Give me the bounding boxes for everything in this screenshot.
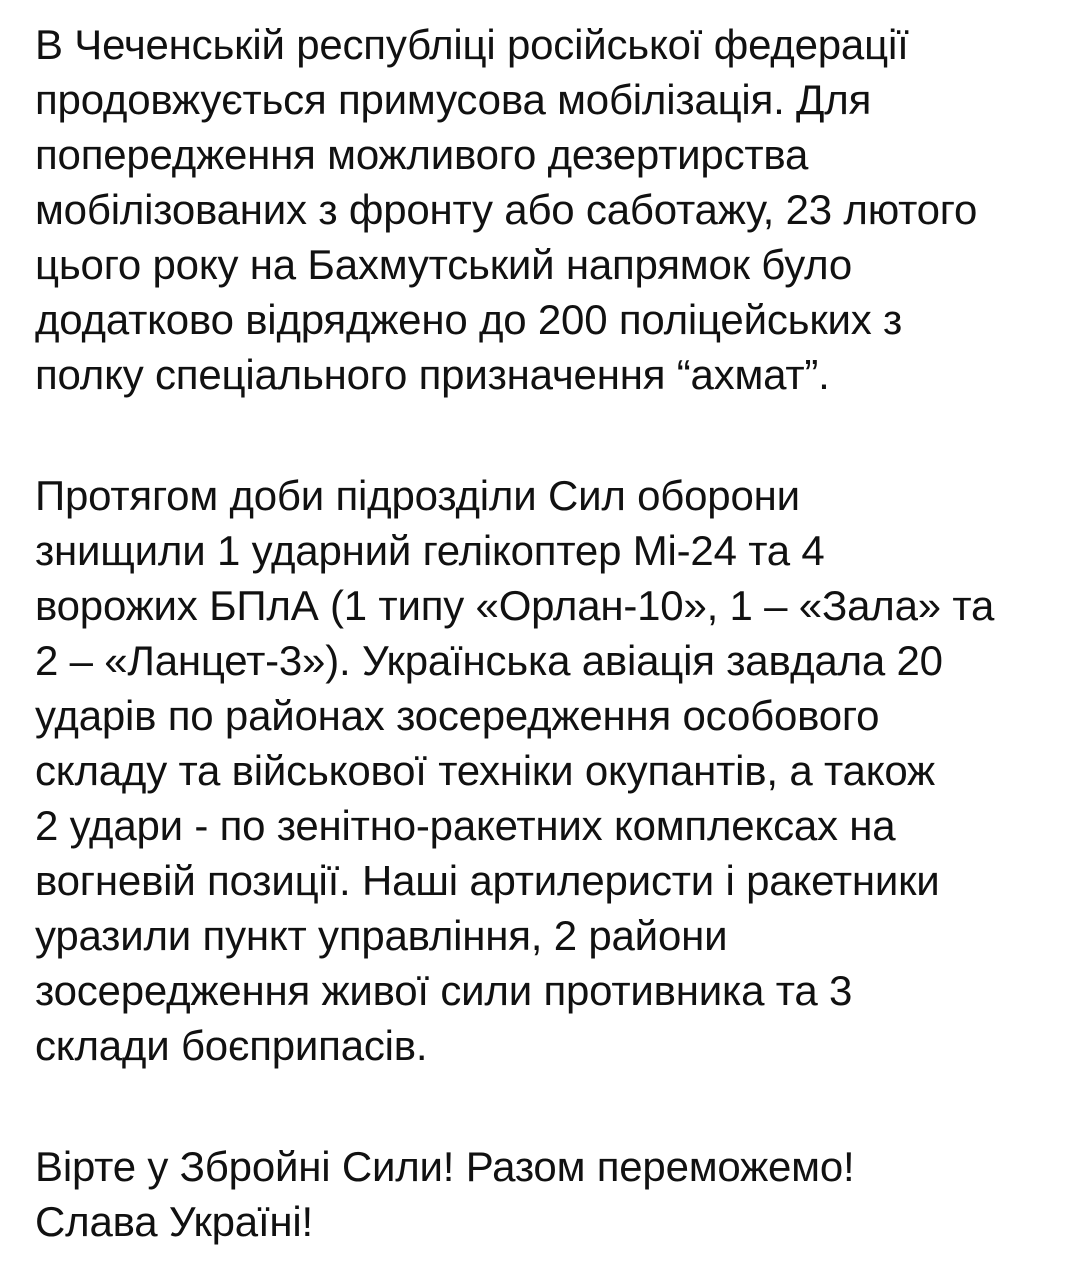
paragraph-defense-report: [35, 468, 1050, 1073]
text-line: складу та військової техніки окупантів, а також: [35, 747, 935, 794]
text-line: Вірте у Збройні Сили! Разом переможемо!: [35, 1143, 855, 1190]
text-line: ворожих БПлА (1 типу «Орлан-10», 1 – «Зала» та: [35, 582, 995, 629]
text-line: продовжується примусова мобілізація. Для: [35, 76, 872, 123]
text-line: полку спеціального призначення “ахмат”.: [35, 351, 830, 398]
text-line: уразили пункт управління, 2 райони: [35, 912, 728, 959]
text-line: цього року на Бахмутський напрямок було: [35, 241, 853, 288]
text-line: попередження можливого дезертирства: [35, 131, 809, 178]
text-line: знищили 1 ударний гелікоптер Мі-24 та 4: [35, 527, 825, 574]
paragraph-slogan: [35, 1139, 1050, 1249]
text-line: В Чеченській республіці російської федерації: [35, 21, 909, 68]
paragraph-mobilization: [35, 17, 1050, 402]
text-line: 2 – «Ланцет-3»). Українська авіація завдала 20: [35, 637, 943, 684]
text-line: вогневій позиції. Наші артилеристи і ракетники: [35, 857, 940, 904]
text-line: Слава Україні!: [35, 1198, 314, 1245]
text-line: ударів по районах зосередження особового: [35, 692, 880, 739]
text-line: мобілізованих з фронту або саботажу, 23 лютого: [35, 186, 978, 233]
text-line: склади боєприпасів.: [35, 1022, 428, 1069]
text-line: зосередження живої сили противника та 3: [35, 967, 853, 1014]
text-line: 2 удари - по зенітно-ракетних комплексах на: [35, 802, 896, 849]
text-line: додатково відряджено до 200 поліцейських з: [35, 296, 903, 343]
text-line: Протягом доби підрозділи Сил оборони: [35, 472, 800, 519]
